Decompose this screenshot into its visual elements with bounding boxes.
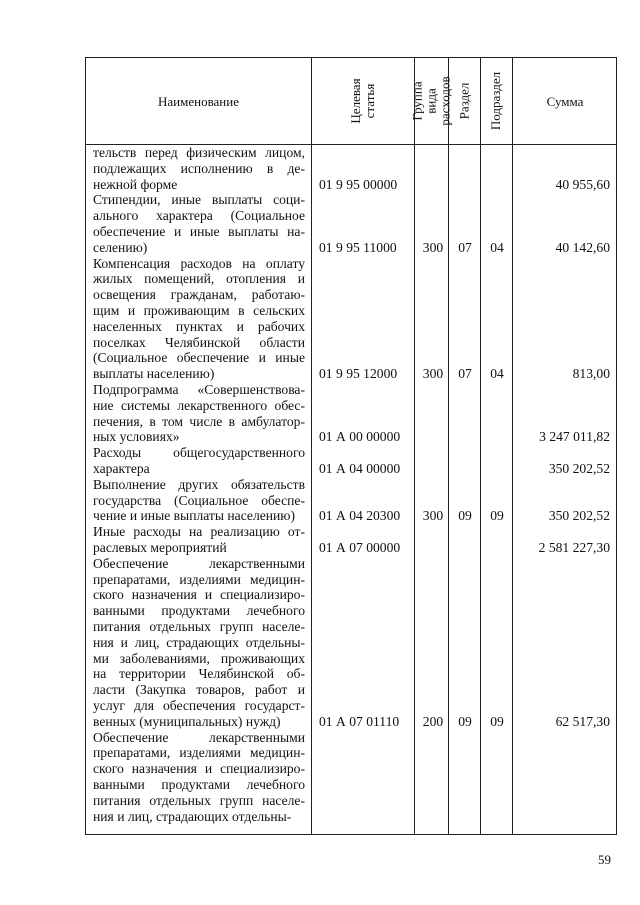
row-name-line: обеспечение и иные выплаты на- [93, 223, 305, 239]
row-section: 09 [458, 713, 472, 729]
row-code: 01 А 04 00000 [319, 461, 401, 476]
header-code: Целевая статья [348, 78, 377, 124]
row-subsection: 09 [490, 713, 504, 729]
column-divider [311, 57, 312, 835]
row-sum: 40 142,60 [555, 239, 610, 255]
column-divider [512, 57, 513, 835]
row-name-line: ального характера (Социальное [93, 208, 305, 224]
row-code: 01 А 07 00000 [319, 540, 401, 555]
row-sum: 3 247 011,82 [539, 429, 610, 445]
row-name-line: Обеспечение лекарственными [93, 555, 305, 571]
row-name-line: раслевых мероприятий [93, 539, 227, 555]
row-name-line: селению) [93, 239, 148, 255]
row-name-line: печения, в том числе в амбулатор- [93, 413, 305, 429]
row-name-line: ных условиях» [93, 429, 180, 445]
row-name-line: жилых помещений, отопления и [93, 271, 305, 287]
row-name-line: чение и иные выплаты населению) [93, 508, 295, 524]
row-name [93, 524, 305, 556]
row-section: 07 [458, 239, 472, 255]
row-name-line: государства (Социальное обеспе- [93, 492, 305, 508]
row-name-line: щим и проживающим в сельских [93, 302, 305, 318]
row-code: 01 9 95 12000 [319, 366, 398, 382]
row-sum: 2 581 227,30 [538, 540, 610, 555]
row-subsection: 04 [490, 366, 504, 382]
row-name-line: нежной форме [93, 176, 178, 192]
header-section: Раздел [456, 82, 472, 120]
row-name [93, 382, 305, 445]
row-code: 01 А 04 20300 [319, 508, 401, 524]
row-code: 01 9 95 00000 [319, 176, 398, 192]
row-name-line: освещения гражданам, работаю- [93, 287, 305, 303]
row-name [93, 145, 305, 192]
row-name [93, 192, 305, 255]
column-divider [414, 57, 415, 835]
row-sum: 62 517,30 [555, 713, 610, 729]
row-name-line: Иные расходы на реализацию от- [93, 524, 305, 540]
page-number: 59 [598, 852, 611, 867]
row-name-line: ние системы лекарственного обес- [93, 397, 305, 413]
row-name-line: на территории Челябинской об- [93, 666, 305, 682]
row-name-line: Обеспечение лекарственными [93, 729, 305, 745]
row-name-line: услуг для обеспечения государст- [93, 697, 305, 713]
row-group: 200 [422, 713, 444, 729]
row-name-line: ского назначения и специализиро- [93, 587, 305, 603]
header-name: Наименование [158, 93, 239, 109]
row-name [93, 477, 305, 524]
header-subsection: Подраздел [488, 71, 504, 131]
row-sum: 350 202,52 [548, 461, 610, 476]
row-name-line: выплаты населению) [93, 366, 215, 382]
row-sum: 40 955,60 [555, 176, 610, 192]
header-sum: Сумма [546, 93, 584, 109]
row-name-line: Выполнение других обязательств [93, 476, 305, 492]
row-name-line: (Социальное обеспечение и иные [93, 350, 305, 366]
row-name-line: Расходы общегосударственного [93, 445, 305, 461]
row-name-line: ми заболеваниями, проживающих [93, 650, 305, 666]
column-divider [448, 57, 449, 835]
row-name-line: ванными продуктами лечебного [93, 603, 305, 619]
row-name-line: венных (муниципальных) нужд) [93, 713, 281, 729]
row-group: 300 [422, 239, 444, 255]
row-name-line: Компенсация расходов на оплату [93, 255, 305, 271]
row-code: 01 А 00 00000 [319, 429, 401, 445]
row-name-line: характера [93, 460, 150, 476]
row-name-line: препаратами, изделиями медицин- [93, 745, 305, 761]
row-name [93, 256, 305, 382]
row-code: 01 9 95 11000 [319, 239, 397, 255]
row-subsection: 04 [490, 239, 504, 255]
row-name-line: питания отдельных групп населе- [93, 618, 305, 634]
row-name [93, 445, 305, 477]
row-group: 300 [422, 508, 444, 524]
header-group: Группа вида расходов [409, 76, 453, 126]
row-name-line: ния и лиц, страдающих отдельны- [93, 634, 305, 650]
row-section: 07 [458, 366, 472, 382]
row-code: 01 А 07 01110 [319, 713, 400, 729]
row-section: 09 [458, 508, 472, 524]
row-name-line: тельств перед физическим лицом, [93, 145, 305, 160]
row-sum: 350 202,52 [548, 508, 610, 524]
row-name-line: населенных пунктах и рабочих [93, 318, 305, 334]
row-name-line: Подпрограмма «Совершенствова- [93, 382, 305, 397]
row-name [93, 730, 305, 825]
row-name-line: ния и лиц, страдающих отдельны- [93, 808, 292, 824]
row-name-line: препаратами, изделиями медицин- [93, 571, 305, 587]
header-code-cell [312, 58, 414, 144]
row-name-line: Стипендии, иные выплаты соци- [93, 192, 305, 208]
row-name-line: ванными продуктами лечебного [93, 776, 305, 792]
row-name [93, 556, 305, 730]
row-name-line: подлежащих исполнению в де- [93, 160, 305, 176]
row-name-line: ского назначения и специализиро- [93, 761, 305, 777]
row-subsection: 09 [490, 508, 504, 524]
column-divider [480, 57, 481, 835]
row-name-line: поселках Челябинской области [93, 334, 305, 350]
header-group-cell [409, 58, 453, 144]
header-section-cell [449, 58, 480, 144]
row-sum: 813,00 [572, 366, 610, 382]
row-name-line: питания отдельных групп населе- [93, 792, 305, 808]
header-subsection-cell [481, 58, 512, 144]
row-name-line: ласти (Закупка товаров, работ и [93, 682, 305, 698]
row-group: 300 [422, 366, 444, 382]
